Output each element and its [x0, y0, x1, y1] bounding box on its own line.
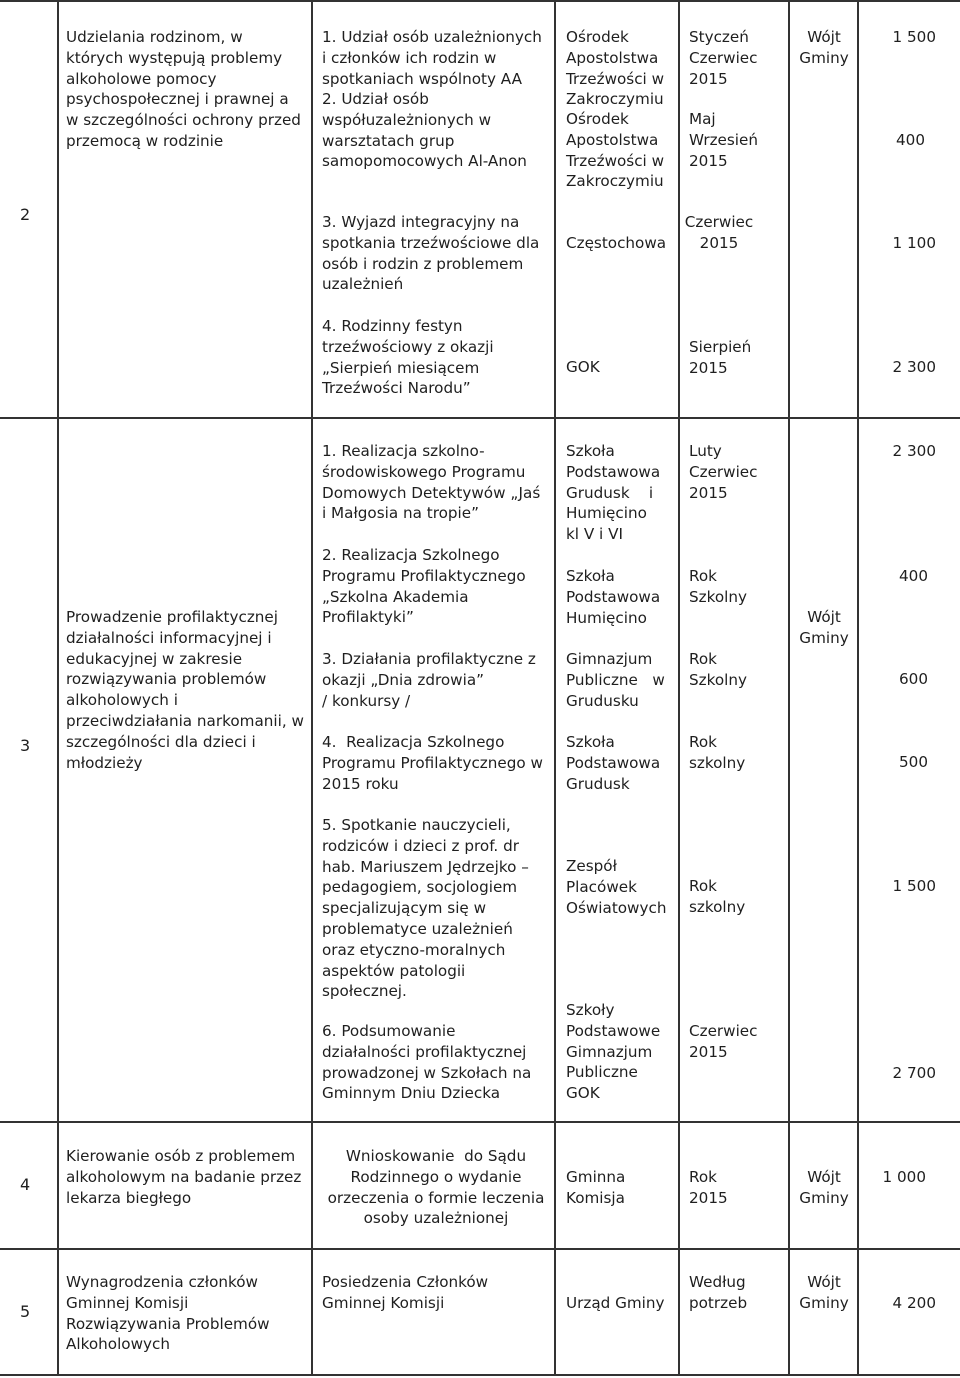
activity-place: Gminna Komisja	[566, 1168, 626, 1207]
activity-description: 6. Podsumowanie działalności profilaktycznej prowadzonej w Szkołach na Gminnym Dniu Dziecka	[322, 1022, 532, 1103]
activity-place: Częstochowa	[566, 234, 667, 252]
table-border-bottom	[0, 1374, 960, 1376]
amount: 2 300	[892, 442, 936, 460]
activity-place: Ośrodek Apostolstwa Trzeźwości w Zakroczymiu	[566, 28, 665, 109]
activity-date: Luty Czerwiec 2015	[689, 442, 758, 502]
activity-date: Według potrzeb	[689, 1273, 748, 1312]
amount: 500	[899, 753, 928, 771]
amount: 400	[896, 131, 925, 149]
column-divider	[311, 0, 313, 1376]
activity-place: Szkoła Podstawowa Humięcino	[566, 567, 661, 627]
responsible-party: Wójt Gminy	[799, 608, 849, 647]
activity-description: 1. Realizacja szkolno- środowiskowego Programu Domowych Detektywów „Jaś i Małgosia na tropie”	[322, 442, 541, 523]
row-divider	[0, 417, 960, 419]
activity-place: Szkoła Podstawowa Grudusk	[566, 733, 661, 793]
row-number: 5	[20, 1302, 31, 1321]
activity-date: Czerwiec 2015	[684, 213, 754, 252]
activity-description: 1. Udział osób uzależnionych i członków ich rodzin w spotkaniach wspólnoty AA	[322, 28, 542, 88]
activity-place: Szkoły Podstawowe Gimnazjum Publiczne GOK	[566, 1001, 661, 1103]
row-number: 3	[20, 736, 31, 755]
row-divider	[0, 1248, 960, 1250]
activity-date: Sierpień 2015	[689, 338, 752, 377]
amount: 1 100	[892, 234, 936, 252]
amount: 400	[899, 567, 928, 585]
activity-place: GOK	[566, 358, 600, 376]
activity-date: Rok Szkolny	[689, 567, 747, 606]
activity-description: 3. Wyjazd integracyjny na spotkania trzeźwościowe dla osób i rodzin z problemem uzależnień	[322, 213, 540, 294]
activity-date: Czerwiec 2015	[689, 1022, 758, 1061]
amount: 600	[899, 670, 928, 688]
amount: 2 700	[892, 1064, 936, 1082]
responsible-party: Wójt Gminy	[799, 1273, 849, 1312]
column-divider	[57, 0, 59, 1376]
activity-date: Maj Wrzesień 2015	[689, 110, 758, 170]
amount: 4 200	[892, 1294, 936, 1312]
activity-date: Rok szkolny	[689, 733, 746, 772]
amount: 2 300	[892, 358, 936, 376]
task-description: Wynagrodzenia członków Gminnej Komisji Rozwiązywania Problemów Alkoholowych	[66, 1273, 270, 1354]
amount: 1 500	[892, 877, 936, 895]
activity-place: Zespół Placówek Oświatowych	[566, 857, 667, 917]
activity-description: 5. Spotkanie nauczycieli, rodziców i dzieci z prof. dr hab. Mariuszem Jędrzejko – pedagogiem, socjologiem specjalizującym się w problematyce uzależnień oraz etyczno-moralnych aspektów patologii społecznej.	[322, 816, 529, 1001]
activity-description: 3. Działania profilaktyczne z okazji „Dnia zdrowia” / konkursy /	[322, 650, 536, 710]
activity-description: 2. Udział osób współuzależnionych w warsztatach grup samopomocowych Al-Anon	[322, 90, 527, 171]
task-description: Prowadzenie profilaktycznej działalności informacyjnej i edukacyjnej w zakresie rozwiązywania problemów alkoholowych i przeciwdziałania narkomanii, w szczególności dla dzieci i młodzieży	[66, 608, 304, 772]
table-border-top	[0, 0, 960, 2]
activity-place: Szkoła Podstawowa Grudusk i Humięcino kl V i VI	[566, 442, 661, 544]
activity-place: Gimnazjum Publiczne w Grudusku	[566, 650, 665, 710]
amount: 1 000	[882, 1168, 926, 1186]
activity-description: Posiedzenia Członków Gminnej Komisji	[322, 1273, 489, 1312]
activity-date: Rok szkolny	[689, 877, 746, 916]
task-description: Udzielania rodzinom, w których występują problemy alkoholowe pomocy psychospołecznej i prawnej a w szczególności ochrony przed przemocą w rodzinie	[66, 28, 301, 150]
activity-place: Ośrodek Apostolstwa Trzeźwości w Zakroczymiu	[566, 110, 665, 191]
activity-description: 4. Rodzinny festyn trzeźwościowy z okazji „Sierpień miesiącem Trzeźwości Narodu”	[322, 317, 494, 398]
amount: 1 500	[892, 28, 936, 46]
responsible-party: Wójt Gminy	[799, 28, 849, 67]
task-description: Kierowanie osób z problemem alkoholowym na badanie przez lekarza biegłego	[66, 1147, 302, 1207]
column-divider	[554, 0, 556, 1376]
row-number: 2	[20, 205, 31, 224]
activity-date: Styczeń Czerwiec 2015	[689, 28, 758, 88]
activity-description: Wnioskowanie do Sądu Rodzinnego o wydanie orzeczenia o formie leczenia osoby uzależnionej	[327, 1147, 545, 1228]
activity-date: Rok Szkolny	[689, 650, 747, 689]
responsible-party: Wójt Gminy	[799, 1168, 849, 1207]
activity-place: Urząd Gminy	[566, 1294, 665, 1312]
activity-description: 4. Realizacja Szkolnego Programu Profilaktycznego w 2015 roku	[322, 733, 543, 793]
row-divider	[0, 1121, 960, 1123]
activity-description: 2. Realizacja Szkolnego Programu Profilaktycznego „Szkolna Akademia Profilaktyki”	[322, 546, 526, 627]
row-number: 4	[20, 1175, 31, 1194]
column-divider	[678, 0, 680, 1376]
activity-date: Rok 2015	[689, 1168, 728, 1207]
